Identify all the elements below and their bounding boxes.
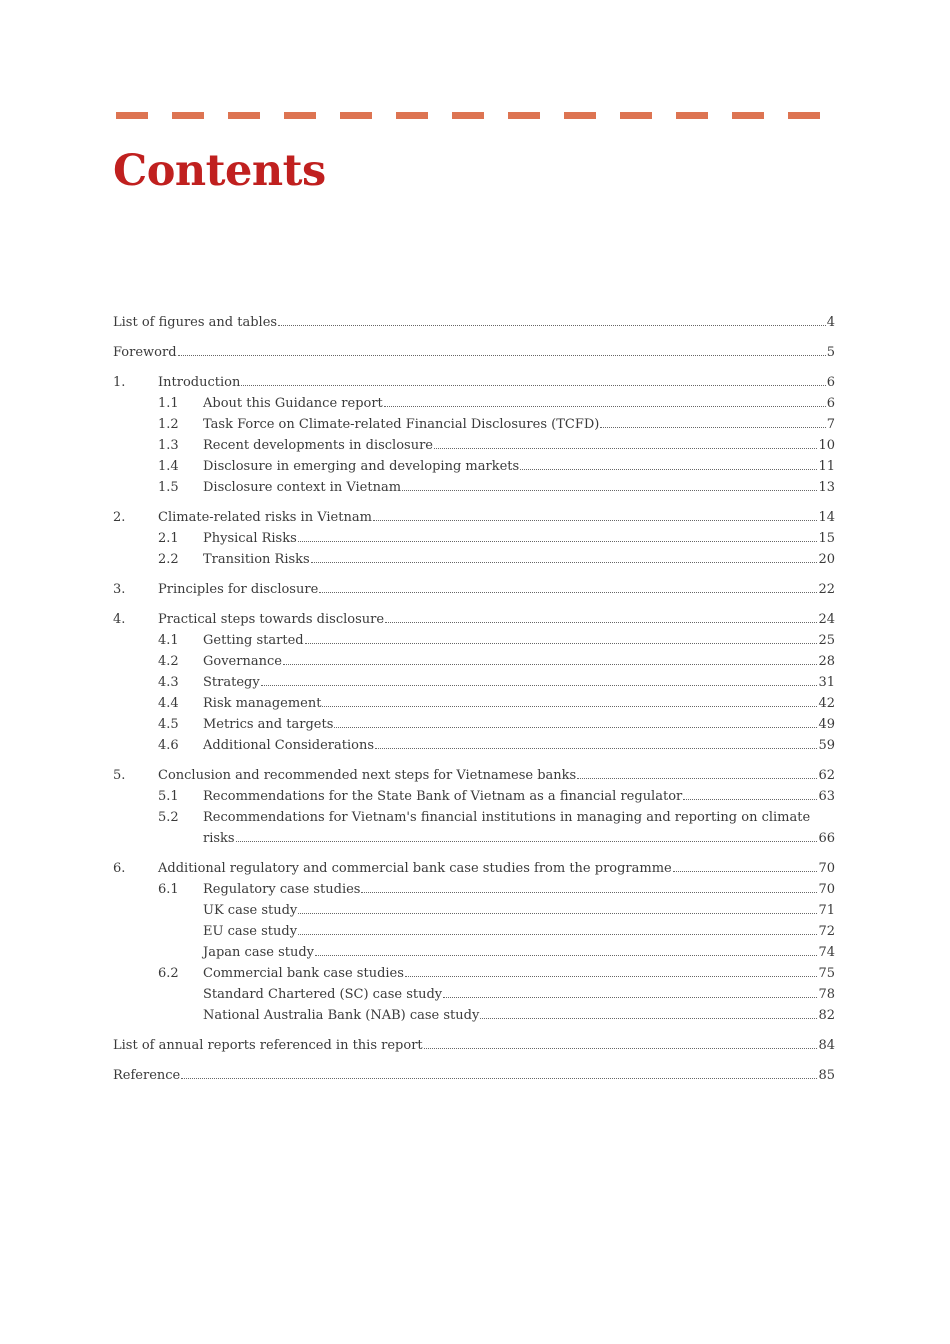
toc-entry-title: Risk management	[203, 696, 322, 711]
toc-entry[interactable]	[113, 879, 835, 900]
toc-entry-number: 6.1	[158, 882, 179, 897]
toc-entry-title-continued: risks	[203, 831, 235, 846]
toc-entry-number: 4.	[113, 612, 126, 627]
toc-entry-leader-line	[203, 549, 835, 570]
dot-leader	[405, 976, 818, 977]
toc-entry-page-number: 75	[818, 966, 835, 981]
toc-entry-title: Climate-related risks in Vietnam	[158, 510, 372, 525]
toc-entry-number: 4.4	[158, 696, 179, 711]
toc-entry-title: Strategy	[203, 675, 260, 690]
toc-entry-leader-line	[158, 507, 835, 528]
toc-entry-number: 5.2	[158, 810, 179, 825]
toc-entry-leader-line	[158, 858, 835, 879]
toc-entry-title: Introduction	[158, 375, 241, 390]
toc-entry-title: Additional Considerations	[203, 738, 375, 753]
toc-gap	[113, 1056, 835, 1065]
toc-entry-leader-line	[203, 672, 835, 693]
toc-entry-title: UK case study	[203, 903, 298, 918]
toc-entry-title: Standard Chartered (SC) case study	[203, 987, 443, 1002]
toc-entry-leader-line	[203, 984, 835, 1005]
toc-entry-page-number: 70	[818, 861, 835, 876]
dot-leader	[385, 622, 817, 623]
toc-entry[interactable]	[113, 630, 835, 651]
toc-entry[interactable]	[113, 414, 835, 435]
dot-leader	[311, 562, 818, 563]
dot-leader	[261, 685, 818, 686]
toc-entry-leader-line	[158, 609, 835, 630]
toc-entry[interactable]	[113, 1065, 835, 1086]
toc-entry-title: Disclosure in emerging and developing markets	[203, 459, 520, 474]
toc-entry-leader-line	[113, 1035, 835, 1056]
toc-entry-title: National Australia Bank (NAB) case study	[203, 1008, 480, 1023]
toc-entry-leader-line	[203, 714, 835, 735]
toc-entry[interactable]	[113, 549, 835, 570]
toc-entry-number: 4.3	[158, 675, 179, 690]
toc-entry-title: Transition Risks	[203, 552, 310, 567]
toc-entry-title: Physical Risks	[203, 531, 297, 546]
toc-entry[interactable]	[113, 984, 835, 1005]
toc-entry-title: Recommendations for Vietnam's financial institutions in managing and reporting on climate	[203, 810, 811, 825]
toc-entry-number: 2.2	[158, 552, 179, 567]
toc-entry[interactable]	[113, 372, 835, 393]
toc-entry-title: Principles for disclosure	[158, 582, 319, 597]
toc-entry-page-number: 28	[818, 654, 835, 669]
toc-entry-leader-line	[158, 372, 835, 393]
toc-entry[interactable]	[113, 507, 835, 528]
dot-leader	[334, 727, 817, 728]
toc-entry-leader-line	[113, 342, 835, 363]
toc-entry-number: 5.	[113, 768, 126, 783]
rule-dash	[116, 112, 148, 119]
dot-leader	[283, 664, 818, 665]
rule-dash	[508, 112, 540, 119]
dot-leader	[298, 541, 818, 542]
toc-entry-leader-line	[203, 786, 835, 807]
dot-leader	[305, 643, 818, 644]
toc-entry-leader-line	[113, 312, 835, 333]
toc-entry-page-number: 78	[818, 987, 835, 1002]
toc-entry-page-number: 24	[818, 612, 835, 627]
toc-entry[interactable]	[113, 435, 835, 456]
dot-leader	[384, 406, 826, 407]
toc-entry-leader-line	[203, 528, 835, 549]
dot-leader	[181, 1078, 817, 1079]
toc-entry-page-number: 4	[826, 315, 835, 330]
toc-entry-leader-line	[158, 579, 835, 600]
dot-leader	[373, 520, 818, 521]
toc-entry-page-number: 6	[826, 396, 835, 411]
rule-dash	[620, 112, 652, 119]
toc-entry-title: Task Force on Climate-related Financial Disclosures (TCFD)	[203, 417, 600, 432]
toc-entry-leader-line	[203, 942, 835, 963]
toc-entry[interactable]	[113, 714, 835, 735]
toc-entry-number: 6.	[113, 861, 126, 876]
dot-leader	[278, 325, 826, 326]
dot-leader	[319, 592, 817, 593]
dot-leader	[298, 934, 817, 935]
toc-entry[interactable]	[113, 786, 835, 807]
toc-entry[interactable]	[113, 312, 835, 333]
dot-leader	[520, 469, 817, 470]
toc-entry-page-number: 20	[818, 552, 835, 567]
toc-entry-page-number: 84	[818, 1038, 835, 1053]
toc-entry-leader-line	[203, 651, 835, 672]
toc-entry-leader-line	[203, 921, 835, 942]
toc-entry-page-number: 22	[818, 582, 835, 597]
rule-dash	[228, 112, 260, 119]
toc-gap	[113, 756, 835, 765]
toc-entry[interactable]	[113, 1035, 835, 1056]
toc-entry-number: 1.1	[158, 396, 179, 411]
toc-entry-page-number: 10	[818, 438, 835, 453]
toc-entry[interactable]	[113, 963, 835, 984]
toc-entry-leader-line	[203, 630, 835, 651]
toc-entry[interactable]	[113, 942, 835, 963]
toc-gap	[113, 333, 835, 342]
toc-gap	[113, 570, 835, 579]
rule-dash	[732, 112, 764, 119]
rule-dash	[284, 112, 316, 119]
toc-entry-leader-line	[203, 735, 835, 756]
toc-gap	[113, 363, 835, 372]
dot-leader	[178, 355, 826, 356]
toc-entry-title: Practical steps towards disclosure	[158, 612, 385, 627]
toc-entry[interactable]	[113, 651, 835, 672]
toc-entry-leader-line	[203, 393, 835, 414]
dot-leader	[241, 385, 825, 386]
toc-entry[interactable]	[113, 579, 835, 600]
toc-entry[interactable]	[113, 807, 835, 849]
toc-entry-title: Getting started	[203, 633, 304, 648]
toc-entry[interactable]	[113, 1005, 835, 1026]
toc-entry[interactable]	[113, 342, 835, 363]
toc-entry-page-number: 82	[818, 1008, 835, 1023]
rule-dash	[396, 112, 428, 119]
toc-entry-number: 1.2	[158, 417, 179, 432]
toc-entry-number: 4.1	[158, 633, 179, 648]
toc-entry-page-number: 85	[818, 1068, 835, 1083]
toc-entry-title: Regulatory case studies	[203, 882, 361, 897]
toc-entry-number: 1.3	[158, 438, 179, 453]
toc-entry-title: List of figures and tables	[113, 315, 278, 330]
toc-entry-number: 2.1	[158, 531, 179, 546]
toc-gap	[113, 1026, 835, 1035]
dot-leader	[683, 799, 817, 800]
toc-entry-leader-line	[203, 900, 835, 921]
toc-entry-page-number: 6	[826, 375, 835, 390]
toc-entry-leader-line	[158, 765, 835, 786]
toc-entry-page-number: 63	[818, 789, 835, 804]
toc-entry-title: Commercial bank case studies	[203, 966, 404, 981]
dot-leader	[424, 1048, 818, 1049]
dot-leader	[577, 778, 817, 779]
toc-entry-page-number: 25	[818, 633, 835, 648]
toc-entry[interactable]	[113, 858, 835, 879]
toc-entry[interactable]	[113, 765, 835, 786]
toc-entry-title: Recommendations for the State Bank of Vietnam as a financial regulator	[203, 789, 683, 804]
toc-entry-page-number: 70	[818, 882, 835, 897]
dot-leader	[322, 706, 817, 707]
toc-entry-page-number: 66	[818, 831, 835, 846]
toc-entry-number: 1.4	[158, 459, 179, 474]
toc-entry-page-number: 71	[818, 903, 835, 918]
toc-entry-page-number: 42	[818, 696, 835, 711]
dot-leader	[402, 490, 817, 491]
toc-entry[interactable]	[113, 477, 835, 498]
toc-entry-title: Japan case study	[203, 945, 315, 960]
toc-entry-number: 2.	[113, 510, 126, 525]
rule-dash	[452, 112, 484, 119]
toc-entry-leader-line	[203, 477, 835, 498]
toc-entry-title: Reference	[113, 1068, 181, 1083]
toc-entry-leader-line	[203, 435, 835, 456]
toc-entry-page-number: 13	[818, 480, 835, 495]
toc-entry-leader-line	[203, 1005, 835, 1026]
toc-entry-page-number: 11	[818, 459, 835, 474]
toc-entry-number: 1.5	[158, 480, 179, 495]
dot-leader	[236, 841, 818, 842]
toc-entry-number: 1.	[113, 375, 126, 390]
toc-entry-title: Foreword	[113, 345, 177, 360]
rule-dash	[340, 112, 372, 119]
rule-dash	[788, 112, 820, 119]
dot-leader	[375, 748, 817, 749]
toc-entry-page-number: 14	[818, 510, 835, 525]
toc-entry[interactable]	[113, 900, 835, 921]
toc-entry-title: Additional regulatory and commercial bank case studies from the programme	[158, 861, 672, 876]
dot-leader	[480, 1018, 817, 1019]
toc-entry-title: Disclosure context in Vietnam	[203, 480, 402, 495]
toc-entry-leader-line	[113, 1065, 835, 1086]
dot-leader	[315, 955, 817, 956]
toc-entry-page-number: 7	[826, 417, 835, 432]
toc-entry-page-number: 74	[818, 945, 835, 960]
rule-dash	[172, 112, 204, 119]
toc-entry-leader-line	[203, 456, 835, 477]
dot-leader	[361, 892, 817, 893]
toc-entry[interactable]	[113, 921, 835, 942]
toc-gap	[113, 600, 835, 609]
table-of-contents	[113, 312, 835, 1086]
rule-dash	[564, 112, 596, 119]
dot-leader	[600, 427, 825, 428]
rule-dash	[676, 112, 708, 119]
toc-entry-title: List of annual reports referenced in this report	[113, 1038, 423, 1053]
toc-entry-title: Conclusion and recommended next steps for Vietnamese banks	[158, 768, 577, 783]
page-title: Contents	[113, 146, 326, 196]
toc-entry-page-number: 15	[818, 531, 835, 546]
toc-entry-page-number: 49	[818, 717, 835, 732]
toc-entry[interactable]	[113, 609, 835, 630]
toc-entry-title: Metrics and targets	[203, 717, 334, 732]
toc-entry-title: Recent developments in disclosure	[203, 438, 433, 453]
toc-entry-title: Governance	[203, 654, 282, 669]
toc-entry-leader-line	[203, 828, 835, 849]
dot-leader	[298, 913, 817, 914]
toc-entry-page-number: 59	[818, 738, 835, 753]
toc-entry-title: EU case study	[203, 924, 298, 939]
toc-gap	[113, 498, 835, 507]
toc-entry-number: 5.1	[158, 789, 179, 804]
toc-entry[interactable]	[113, 528, 835, 549]
toc-entry[interactable]	[113, 672, 835, 693]
dot-leader	[443, 997, 817, 998]
toc-entry-page-number: 62	[818, 768, 835, 783]
toc-gap	[113, 849, 835, 858]
toc-entry-page-number: 72	[818, 924, 835, 939]
toc-entry-leader-line	[203, 414, 835, 435]
toc-entry-leader-line	[203, 963, 835, 984]
dashed-rule	[116, 112, 820, 119]
toc-entry[interactable]	[113, 693, 835, 714]
toc-entry-page-number: 31	[818, 675, 835, 690]
dot-leader	[673, 871, 818, 872]
toc-entry-number: 4.2	[158, 654, 179, 669]
toc-entry-number: 4.5	[158, 717, 179, 732]
toc-entry-leader-line	[203, 693, 835, 714]
toc-entry[interactable]	[113, 735, 835, 756]
toc-entry[interactable]	[113, 456, 835, 477]
toc-entry-title: About this Guidance report	[203, 396, 383, 411]
toc-entry-number: 4.6	[158, 738, 179, 753]
toc-entry[interactable]	[113, 393, 835, 414]
toc-entry-number: 3.	[113, 582, 126, 597]
dot-leader	[434, 448, 817, 449]
toc-entry-page-number: 5	[826, 345, 835, 360]
toc-entry-number: 6.2	[158, 966, 179, 981]
toc-entry-leader-line	[203, 879, 835, 900]
